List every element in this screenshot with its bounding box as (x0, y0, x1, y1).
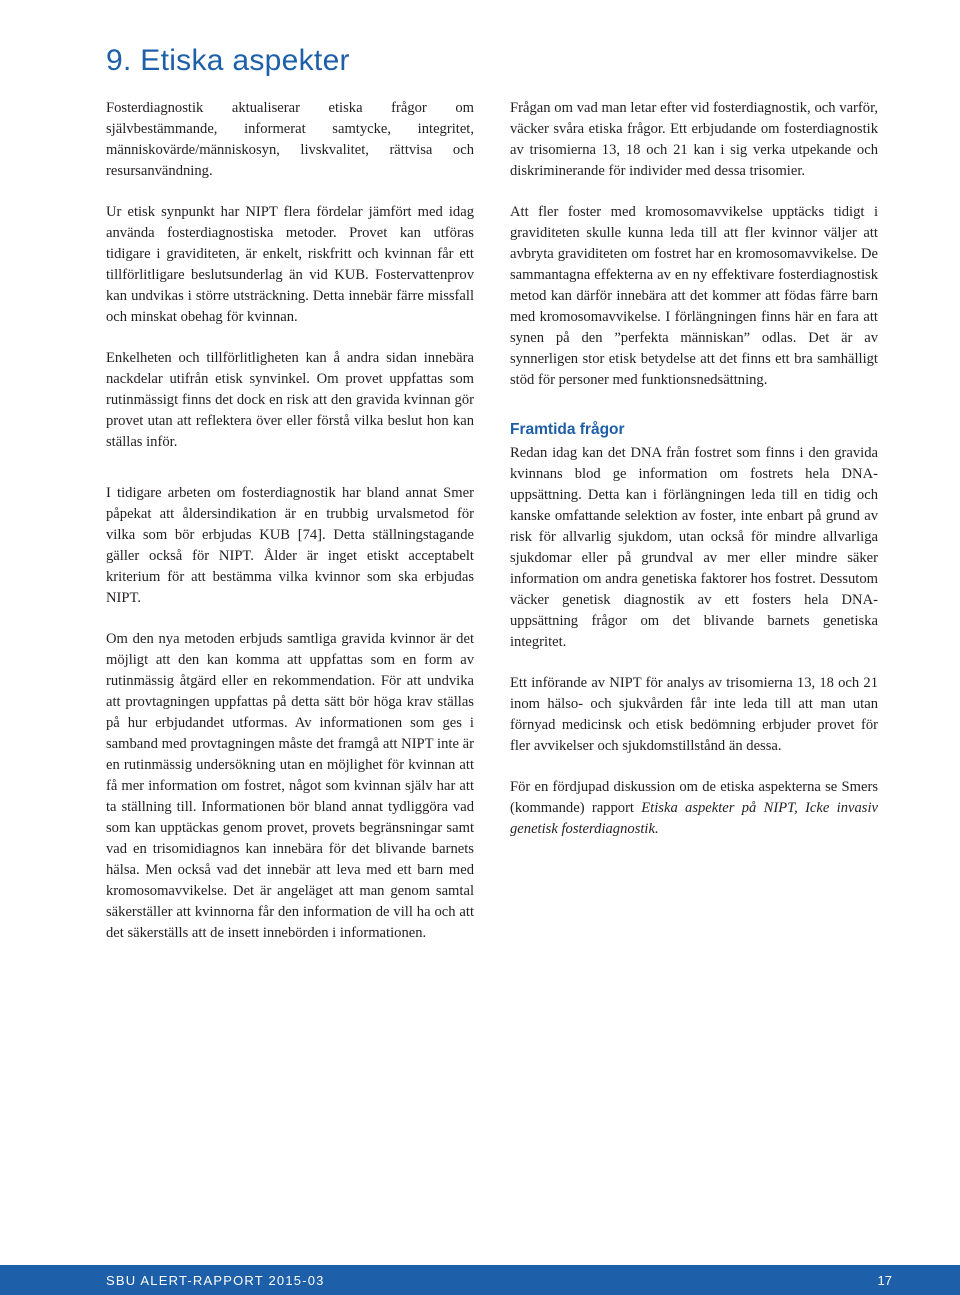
paragraph: I tidigare arbeten om fosterdiagnostik har bland annat Smer påpekat att åldersindikation är en trubbig urvalsmetod för vilka som bör erbjudas KUB [74]. Detta ställningstagande gäller också för NIPT. Ålder är inget etiskt acceptabelt kriterium för att bestämma vilka kvinnor som ska erbjudas NIPT. (106, 485, 474, 606)
page-number: 17 (877, 1273, 892, 1288)
paragraph: Att fler foster med kromosomavvikelse upptäcks tidigt i graviditeten skulle kunna leda till att fler kvinnor väljer att avbryta graviditeten om fostret har en kromosomavvikelse. De sammantagna effekterna av en ny effektivare fosterdiagnostisk metod kan därför innebära att det kommer att födas färre barn med kromosomavvikelse. I förlängningen finns här en fara att synen på den ”perfekta människan” odlas. Det är av synnerligen stor etisk betydelse att det finns ett bra samhälligt stöd för personer med funktionsnedsättning. (510, 204, 878, 388)
paragraph: Redan idag kan det DNA från fostret som finns i den gravida kvinnans blod ge information om fostrets hela DNA-uppsättning. Detta kan i förlängningen leda till en tidig och kanske omfattande selektion av foster, inte enbart på grund av risk för allvarlig sjukdom, utan också för mindre allvarliga sjukdomar eller på grundval av mer eller mindre säker information om andra genetiska faktorer hos fostret. Dessutom väcker genetisk diagnostik av ett fosters hela DNA-uppsättning frågor om det blivande barnets genetiska integritet. (510, 445, 878, 650)
footer-bar (0, 1265, 960, 1295)
paragraph: Ur etisk synpunkt har NIPT flera fördelar jämfört med idag använda fosterdiagnostiska metoder. Provet kan utföras tidigare i graviditeten, är enkelt, riskfritt och kvinnan får ett tillförlitligare beslutsunderlag än vid KUB. Fostervattenprov kan undvikas i större utsträckning. Detta innebär färre missfall och minskat obehag för kvinnan. (106, 204, 474, 325)
paragraph: Frågan om vad man letar efter vid fosterdiagnostik, och varför, väcker svåra etiska frågor. Ett erbjudande om fosterdiagnostik av trisomierna 13, 18 och 21 kan i sig verka utpekande och diskriminerande för individer med dessa trisomier. (510, 100, 878, 179)
footer-report-label: SBU ALERT-RAPPORT 2015-03 (106, 1273, 325, 1288)
paragraph: Om den nya metoden erbjuds samtliga gravida kvinnor är det möjligt att den kan komma att uppfattas som en form av rutinmässig åtgärd eller en rekommendation. För att undvika att provtagningen uppfattas på detta sätt bör höga krav ställas på hur erbjudandet utformas. Av informationen som ges i samband med provtagningen måste det framgå att NIPT inte är en rutinmässig undersökning utan en möjlighet för kvinnan att få mer information om fostret, något som kvinnan själv har att ta ställning till. Informationen bör bland annat tydliggöra vad som kan upptäckas genom provet, provets begränsningar samt vad en trisomidiagnos kan innebära för det blivande barnets hälsa. Men också vad det innebär att leva med ett barn med kromosomavvikelse. Det är angeläget att man genom samtal säkerställer att kvinnorna får den information de vill ha och att det säkerställs att de insett innebörden i informationen. (106, 631, 474, 941)
left-column (106, 98, 474, 964)
page-title: 9. Etiska aspekter (106, 44, 350, 77)
paragraph (510, 777, 878, 840)
paragraph: Enkelheten och tillförlitligheten kan å andra sidan innebära nackdelar utifrån etisk synvinkel. Om provet uppfattas som rutinmässigt finns det dock en risk att den gravida kvinnan gör provet utan att reflektera över eller förstå vilka beslut hon kan ställas inför. (106, 350, 474, 450)
section-heading: Framtida frågor (510, 421, 625, 438)
paragraph-text: För en fördjupad diskussion om de etiska aspekterna se Smers (kommande) rapport (510, 779, 878, 816)
report-title-italic: Etiska aspekter på NIPT, Icke invasiv genetisk fosterdiagnostik. (510, 800, 878, 837)
paragraph: Fosterdiagnostik aktualiserar etiska frågor om självbestämmande, informerat samtycke, integritet, människovärde/människosyn, livskvalitet, rättvisa och resursanvändning. (106, 100, 474, 179)
paragraph: Ett införande av NIPT för analys av trisomierna 13, 18 och 21 inom hälso- och sjukvården får inte leda till att man utan förnyad medicinsk och etisk bedömning erbjuder provet för fler avvikelser och sjukdomstillstånd än dessa. (510, 675, 878, 754)
right-column (510, 98, 878, 860)
